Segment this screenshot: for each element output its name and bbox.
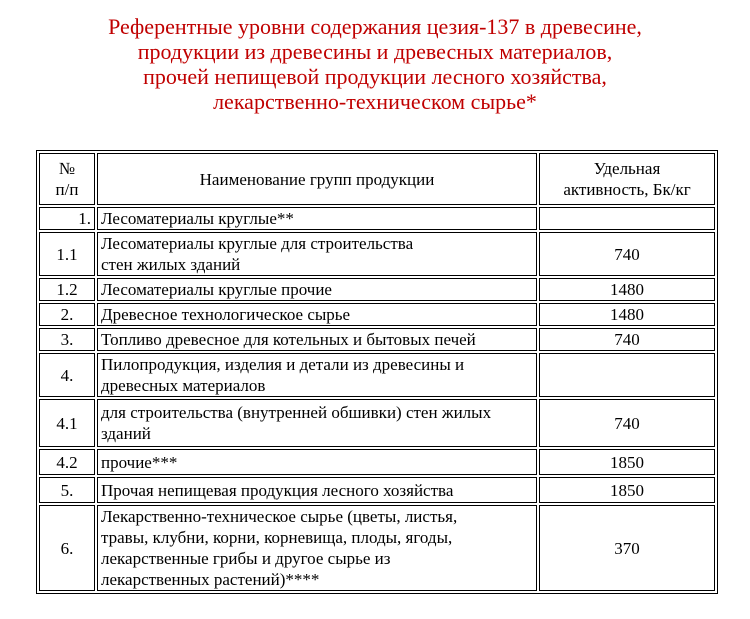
row-name bbox=[97, 207, 537, 230]
table-row bbox=[39, 278, 715, 301]
row-name-text: прочие*** bbox=[101, 452, 178, 472]
row-name bbox=[97, 399, 537, 447]
row-num: 1.2 bbox=[39, 278, 95, 301]
table-row bbox=[39, 207, 715, 230]
row-name bbox=[97, 328, 537, 351]
table-row bbox=[39, 353, 715, 397]
title-line: прочей непищевой продукции лесного хозяйства, bbox=[143, 64, 607, 89]
table-row bbox=[39, 477, 715, 503]
row-name-text: Лекарственно-техническое сырье (цветы, листья, травы, клубни, корни, корневища, плоды, ягоды, лекарственные грибы и другое сырье из лекарственных растений)**** bbox=[101, 507, 458, 589]
row-activity: 1850 bbox=[539, 477, 715, 503]
row-name bbox=[97, 353, 537, 397]
table-header-row bbox=[39, 153, 715, 205]
row-name-text: Лесоматериалы круглые прочие bbox=[101, 280, 332, 299]
row-num: 4.2 bbox=[39, 449, 95, 475]
document-title bbox=[0, 14, 750, 114]
row-name bbox=[97, 278, 537, 301]
row-activity bbox=[539, 353, 715, 397]
row-name-text: Топливо древесное для котельных и бытовых печей bbox=[101, 330, 476, 349]
table-row bbox=[39, 449, 715, 475]
row-name bbox=[97, 477, 537, 503]
header-num: № п/п bbox=[39, 153, 95, 205]
row-activity: 1850 bbox=[539, 449, 715, 475]
row-activity bbox=[539, 207, 715, 230]
row-num: 2. bbox=[39, 303, 95, 326]
row-num: 5. bbox=[39, 477, 95, 503]
row-num: 6. bbox=[39, 505, 95, 591]
table-row bbox=[39, 505, 715, 591]
row-num: 1. bbox=[39, 207, 95, 230]
row-num: 4.1 bbox=[39, 399, 95, 447]
row-name bbox=[97, 505, 537, 591]
reference-levels-table bbox=[36, 150, 718, 594]
row-name bbox=[97, 232, 537, 276]
table-row bbox=[39, 399, 715, 447]
title-line: Референтные уровни содержания цезия-137 в древесине, bbox=[108, 14, 642, 39]
row-activity: 370 bbox=[539, 505, 715, 591]
header-name: Наименование групп продукции bbox=[97, 153, 537, 205]
row-activity: 740 bbox=[539, 399, 715, 447]
row-name bbox=[97, 303, 537, 326]
table-row bbox=[39, 232, 715, 276]
row-name-text: Пилопродукция, изделия и детали из древесины и древесных материалов bbox=[101, 355, 465, 395]
row-activity: 1480 bbox=[539, 278, 715, 301]
row-name-text: Прочая непищевая продукция лесного хозяйства bbox=[101, 480, 454, 500]
row-num: 3. bbox=[39, 328, 95, 351]
row-activity: 1480 bbox=[539, 303, 715, 326]
title-line: лекарственно-техническом сырье* bbox=[213, 89, 537, 114]
table-row bbox=[39, 303, 715, 326]
row-activity: 740 bbox=[539, 328, 715, 351]
row-activity: 740 bbox=[539, 232, 715, 276]
row-name bbox=[97, 449, 537, 475]
row-name-text: Лесоматериалы круглые для строительства стен жилых зданий bbox=[101, 234, 414, 274]
table-row bbox=[39, 328, 715, 351]
header-activity: Удельная активность, Бк/кг bbox=[539, 153, 715, 205]
row-num: 1.1 bbox=[39, 232, 95, 276]
row-name-text: Древесное технологическое сырье bbox=[101, 305, 351, 324]
title-line: продукции из древесины и древесных материалов, bbox=[137, 39, 613, 64]
row-name-text: для строительства (внутренней обшивки) стен жилых зданий bbox=[101, 403, 492, 443]
row-name-text: Лесоматериалы круглые** bbox=[101, 209, 294, 228]
row-num: 4. bbox=[39, 353, 95, 397]
